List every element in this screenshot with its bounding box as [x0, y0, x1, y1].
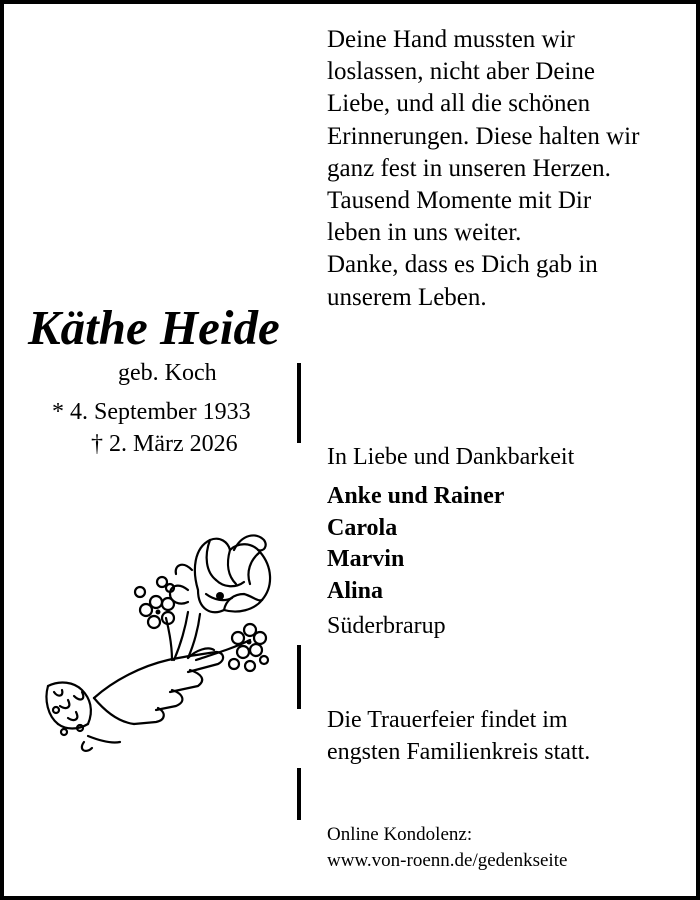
- divider-bar: [297, 768, 301, 820]
- mourners-intro: In Liebe und Dankbarkeit: [327, 444, 575, 470]
- service-line: engsten Familienkreis statt.: [327, 739, 591, 765]
- mourner-names: [327, 481, 504, 607]
- poem-line: Deine Hand mussten wir: [327, 26, 575, 53]
- death-date: † 2. März 2026: [91, 431, 238, 457]
- mourner-name: Marvin: [327, 546, 405, 572]
- poem-line: leben in uns weiter.: [327, 219, 522, 247]
- condolence-label: Online Kondolenz:: [327, 824, 473, 845]
- poem-line: unserem Leben.: [327, 283, 487, 311]
- mourner-name: Anke und Rainer: [327, 483, 505, 509]
- poem-line: loslassen, nicht aber Deine: [327, 58, 595, 86]
- poem-line: Danke, dass es Dich gab in: [327, 251, 598, 279]
- divider-bar: [297, 363, 301, 443]
- poem-line: Tausend Momente mit Dir: [327, 187, 592, 215]
- poem-line: Liebe, und all die schönen: [327, 90, 591, 118]
- hand-holding-flowers-icon: [38, 530, 298, 770]
- birth-date: * 4. September 1933: [52, 399, 251, 425]
- condolence-url[interactable]: www.von-roenn.de/gedenkseite: [327, 850, 568, 871]
- maiden-name: geb. Koch: [118, 360, 217, 386]
- mourner-name: Alina: [327, 577, 384, 604]
- mourner-name: Carola: [327, 514, 398, 541]
- memorial-poem: [327, 24, 687, 314]
- mourners-place: Süderbrarup: [327, 613, 446, 639]
- service-notice: [327, 704, 590, 768]
- online-condolence: [327, 822, 567, 874]
- poem-line: ganz fest in unseren Herzen.: [327, 154, 611, 182]
- deceased-name: Käthe Heide: [28, 300, 280, 355]
- poem-line: Erinnerungen. Diese halten wir: [327, 122, 640, 150]
- service-line: Die Trauerfeier findet im: [327, 707, 568, 733]
